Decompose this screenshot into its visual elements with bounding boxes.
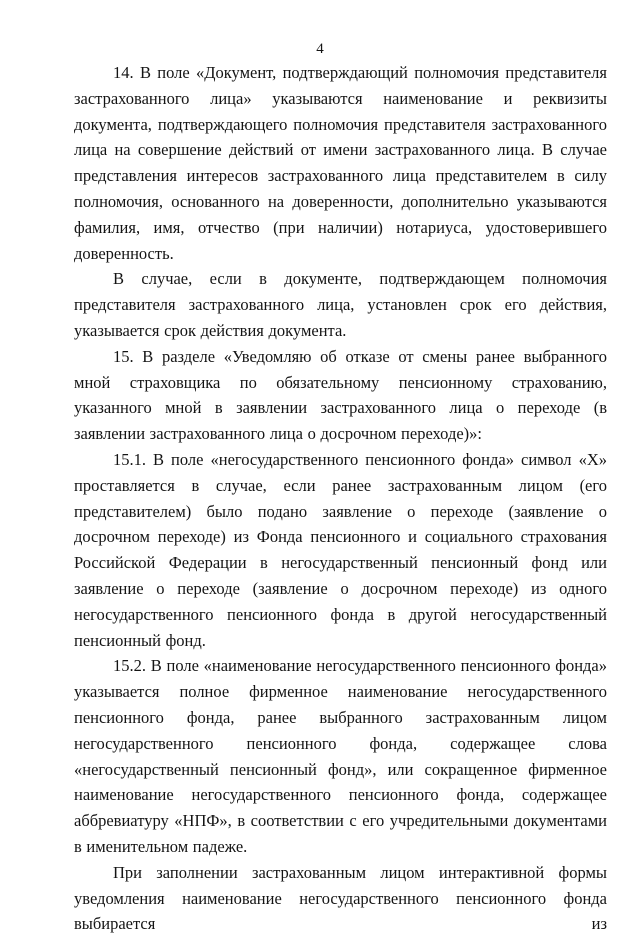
paragraph-14: 14. В поле «Документ, подтверждающий полномочия представителя застрахованного лица» указываются наименование и реквизиты документа, подтверждающего полномочия представителя застрахованного лица на совершение действий от имени застрахованного лица. В случае представления интересов застрахованного лица представителем в силу полномочия, основанного на доверенности, дополнительно указываются фамилия, имя, отчество (при наличии) нотариуса, удостоверившего доверенность.	[74, 63, 607, 263]
paragraph-15: 15. В разделе «Уведомляю об отказе от смены ранее выбранного мной страховщика по обязательному пенсионному страхованию, указанного мной в заявлении застрахованного лица о переходе (в заявлении застрахованного лица о досрочном переходе)»:	[74, 346, 607, 444]
paragraph-15-2: 15.2. В поле «наименование негосударственного пенсионного фонда» указывается полное фирменное наименование негосударственного пенсионного фонда, ранее выбранного застрахованным лицом негосударственного пенсионного фонда, содержащее слова «негосударственный пенсионный фонд», или сокращенное фирменное наименование негосударственного пенсионного фонда, содержащее аббревиатуру «НПФ», в соответствии с его учредительными документами в именительном падеже.	[74, 656, 607, 856]
page-number: 4	[316, 41, 324, 57]
paragraph-15-1: 15.1. В поле «негосударственного пенсионного фонда» символ «X» проставляется в случае, если ранее застрахованным лицом (его представителем) было подано заявление о переходе (заявление о досрочном переходе) из Фонда пенсионного и социального страхования Российской Федерации в негосударственный пенсионный фонд или заявление о переходе (заявление о досрочном переходе) из одного негосударственного пенсионного фонда в другой негосударственный пенсионный фонд.	[74, 449, 607, 650]
paragraph-14-term: В случае, если в документе, подтверждающем полномочия представителя застрахованного лица, установлен срок его действия, указывается срок действия документа.	[74, 269, 607, 340]
document-body	[74, 60, 607, 937]
paragraph-interactive-form: При заполнении застрахованным лицом интерактивной формы уведомления наименование негосударственного пенсионного фонда выбирается из	[74, 862, 607, 934]
